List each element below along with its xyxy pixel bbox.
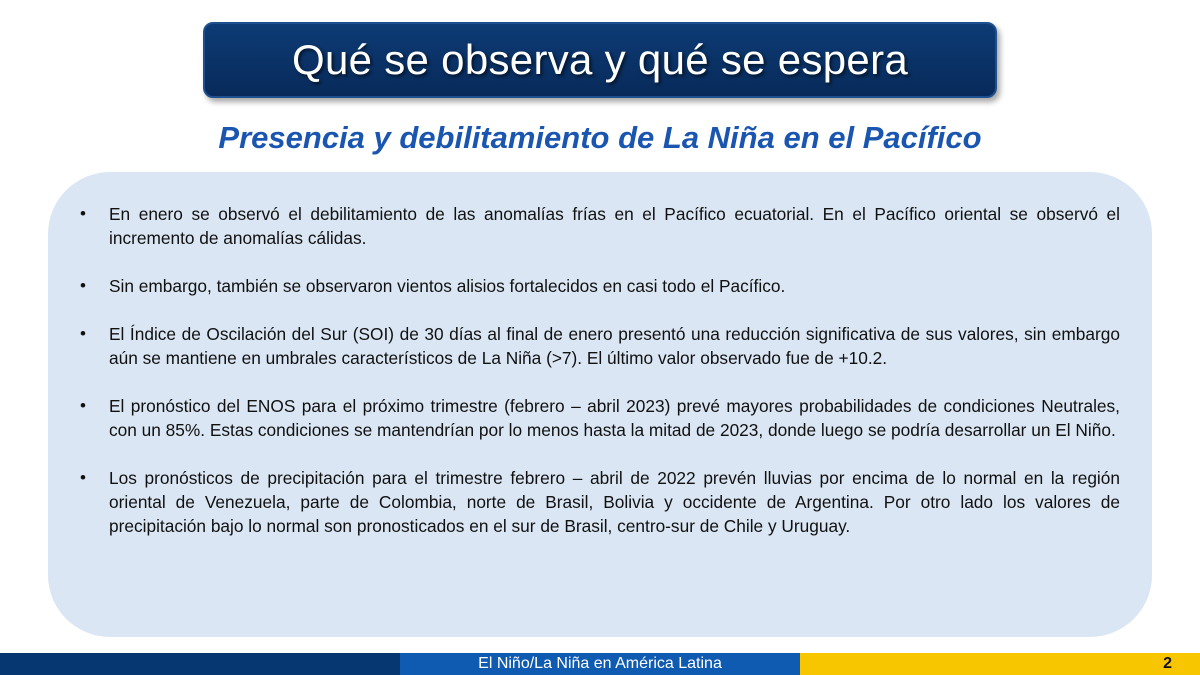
title-banner: [203, 22, 997, 98]
slide-subtitle: Presencia y debilitamiento de La Niña en el Pacífico: [218, 120, 982, 155]
page-number-bar: [800, 653, 1200, 675]
page-number: 2: [1163, 655, 1172, 672]
bullet-list: [80, 202, 1120, 538]
footer-navy-bar: [0, 653, 400, 675]
bullet-marker: •: [80, 468, 86, 487]
bullet-text: El pronóstico del ENOS para el próximo trimestre (febrero – abril 2023) prevé mayores probabilidades de condiciones Neutrales, con un 85%. Estas condiciones se mantendrían por lo menos hasta la mitad de 2023, donde luego se podría desarrollar un El Niño.: [109, 396, 1120, 440]
bullet-marker: •: [80, 204, 86, 223]
bullet-text: El Índice de Oscilación del Sur (SOI) de 30 días al final de enero presentó una reducción significativa de sus valores, sin embargo aún se mantiene en umbrales característicos de La Niña (>7). El último valor observado fue de +10.2.: [109, 324, 1120, 368]
bullet-text: Los pronósticos de precipitación para el trimestre febrero – abril de 2022 prevén lluvias por encima de lo normal en la región oriental de Venezuela, parte de Colombia, norte de Brasil, Bolivia y occidente de Argentina. Por otro lado los valores de precipitación bajo lo normal son pronosticados en el sur de Brasil, centro-sur de Chile y Uruguay.: [109, 468, 1120, 536]
bullet-item: [80, 394, 1120, 442]
bullet-item: [80, 202, 1120, 250]
bullet-text: En enero se observó el debilitamiento de las anomalías frías en el Pacífico ecuatorial. En el Pacífico oriental se observó el incremento de anomalías cálidas.: [109, 204, 1120, 248]
content-panel: [48, 172, 1152, 637]
bullet-item: [80, 274, 1120, 298]
slide-title: Qué se observa y qué se espera: [291, 36, 909, 83]
bullet-item: [80, 466, 1120, 538]
bullet-marker: •: [80, 396, 86, 415]
bullet-text: Sin embargo, también se observaron vientos alisios fortalecidos en casi todo el Pacífico.: [109, 276, 786, 296]
bullet-item: [80, 322, 1120, 370]
footer-label: El Niño/La Niña en América Latina: [400, 653, 800, 675]
bullet-marker: •: [80, 324, 86, 343]
bullet-marker: •: [80, 276, 86, 295]
